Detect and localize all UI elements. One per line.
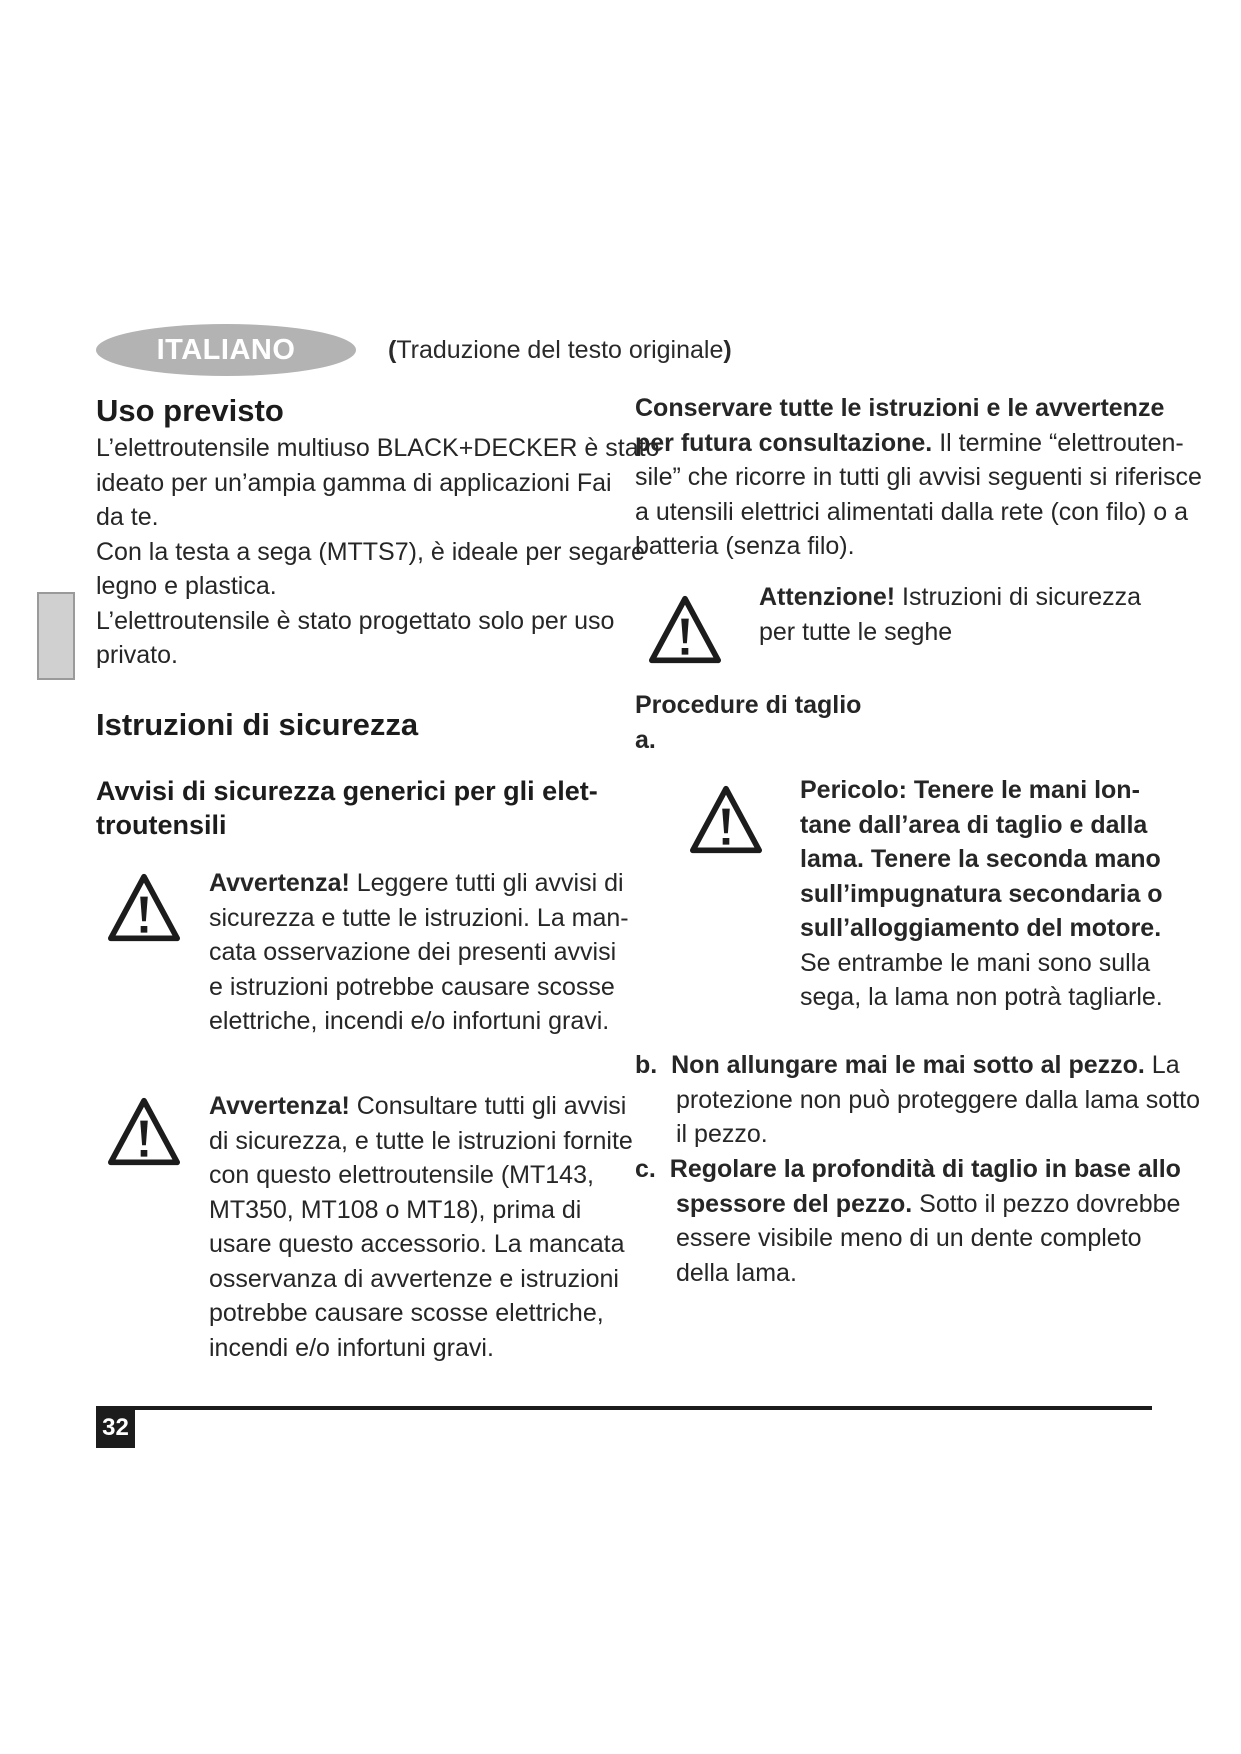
text-line bbox=[759, 580, 1141, 615]
page-number-label: 32 bbox=[102, 1414, 129, 1441]
subheading-line: Avvisi di sicurezza generici per gli elet- bbox=[96, 776, 598, 806]
conservare-text bbox=[635, 391, 1202, 564]
page-number bbox=[96, 1408, 135, 1448]
text-line: incendi e/o infortuni gravi. bbox=[209, 1333, 494, 1362]
subtitle-close-paren: ) bbox=[723, 336, 732, 364]
warning-icon bbox=[106, 1096, 182, 1168]
text-line: elettriche, incendi e/o infortuni gravi. bbox=[209, 1007, 610, 1035]
text-line: da te. bbox=[96, 503, 159, 531]
text-span: Leggere tutti gli avvisi di bbox=[349, 869, 624, 897]
list-item-b bbox=[635, 1048, 1200, 1152]
text-span: Sotto il pezzo dovrebbe bbox=[912, 1189, 1181, 1218]
text-line: sicurezza e tutte le istruzioni. La man- bbox=[209, 903, 629, 932]
language-label: ITALIANO bbox=[156, 333, 296, 366]
text-line: ideato per un’ampia gamma di applicazioni Fai bbox=[96, 468, 612, 497]
text-line: di sicurezza, e tutte le istruzioni fornite bbox=[209, 1126, 633, 1155]
procedure-heading: Procedure di taglio bbox=[635, 691, 862, 719]
text-line: MT350, MT108 o MT18), prima di bbox=[209, 1195, 582, 1224]
list-item-c bbox=[635, 1152, 1181, 1290]
item-a-label: a. bbox=[635, 725, 656, 754]
subtitle-open-paren: ( bbox=[388, 336, 397, 364]
text-line: tane dall’area di taglio e dalla bbox=[800, 810, 1148, 839]
text-line: Conservare tutte le istruzioni e le avvertenze bbox=[635, 394, 1165, 422]
uso-previsto-heading: Uso previsto bbox=[96, 393, 284, 428]
text-line: a utensili elettrici alimentati dalla rete (con filo) o a bbox=[635, 497, 1189, 526]
text-line: e istruzioni potrebbe causare scosse bbox=[209, 972, 615, 1001]
text-line: batteria (senza filo). bbox=[635, 532, 855, 560]
subheading-line: troutensili bbox=[96, 810, 227, 840]
text-line: il pezzo. bbox=[676, 1120, 768, 1148]
text-span: Consultare tutti gli avvisi bbox=[349, 1092, 627, 1120]
warning-label: Avvertenza! bbox=[209, 1092, 350, 1120]
text-line: protezione non può proteggere dalla lama sotto bbox=[676, 1085, 1200, 1114]
text-line: L’elettroutensile è stato progettato solo per uso bbox=[96, 606, 615, 635]
text-line: con questo elettroutensile (MT143, bbox=[209, 1161, 594, 1189]
warning-icon bbox=[106, 872, 182, 944]
text-line: della lama. bbox=[676, 1258, 797, 1287]
uso-previsto-text bbox=[96, 431, 659, 673]
translation-note bbox=[388, 336, 732, 365]
pericolo-text bbox=[800, 773, 1163, 1015]
subtitle-text: Traduzione del testo originale bbox=[396, 336, 724, 364]
text-line bbox=[635, 1048, 1200, 1083]
text-line: potrebbe causare scosse elettriche, bbox=[209, 1299, 604, 1327]
istruzioni-heading: Istruzioni di sicurezza bbox=[96, 707, 419, 742]
language-badge bbox=[96, 324, 356, 376]
text-span-bold: spessore del pezzo. bbox=[676, 1189, 913, 1218]
text-span-bold: per futura consultazione. bbox=[635, 428, 933, 457]
text-line: L’elettroutensile multiuso BLACK+DECKER è stato bbox=[96, 434, 660, 462]
text-span-bold: Non allungare mai le mai sotto al pezzo. bbox=[671, 1051, 1145, 1079]
footer-rule bbox=[96, 1406, 1152, 1410]
text-line: cata osservazione dei presenti avvisi bbox=[209, 938, 617, 966]
text-line: per tutte le seghe bbox=[759, 617, 953, 646]
text-line bbox=[635, 426, 1202, 461]
section-side-tab bbox=[37, 592, 75, 680]
text-line: sull’impugnatura secondaria o bbox=[800, 879, 1163, 908]
warning-1-text bbox=[209, 866, 629, 1039]
text-line: Se entrambe le mani sono sulla bbox=[800, 948, 1151, 977]
avvisi-subheading bbox=[96, 774, 598, 842]
text-line: essere visibile meno di un dente completo bbox=[676, 1224, 1142, 1252]
text-line: sile” che ricorre in tutti gli avvisi seguenti si riferisce bbox=[635, 463, 1202, 491]
text-span-bold: Regolare la profondità di taglio in base allo bbox=[669, 1155, 1181, 1183]
text-line: privato. bbox=[96, 641, 178, 669]
text-line: usare questo accessorio. La mancata bbox=[209, 1230, 625, 1258]
text-line: Con la testa a sega (MTTS7), è ideale per segare bbox=[96, 537, 645, 566]
warning-icon bbox=[647, 594, 723, 666]
text-span: Il termine “elettrouten- bbox=[932, 428, 1184, 457]
warning-label: Avvertenza! bbox=[209, 869, 350, 897]
attention-label: Attenzione! bbox=[759, 583, 896, 611]
text-line: Pericolo: Tenere le mani lon- bbox=[800, 776, 1140, 804]
text-line: sull’alloggiamento del motore. bbox=[800, 914, 1162, 942]
text-line: sega, la lama non potrà tagliarle. bbox=[800, 983, 1163, 1011]
text-line: legno e plastica. bbox=[96, 572, 277, 600]
text-line: osservanza di avvertenze e istruzioni bbox=[209, 1264, 619, 1293]
warning-icon bbox=[688, 784, 764, 856]
item-label: b. bbox=[635, 1051, 658, 1079]
warning-2-text bbox=[209, 1089, 633, 1365]
text-line bbox=[635, 1187, 1181, 1222]
procedure-heading-block bbox=[635, 688, 861, 757]
text-line: lama. Tenere la seconda mano bbox=[800, 845, 1161, 873]
attenzione-text bbox=[759, 580, 1141, 649]
text-line bbox=[209, 1089, 633, 1124]
text-span: Istruzioni di sicurezza bbox=[895, 583, 1142, 611]
text-line bbox=[635, 1152, 1181, 1187]
text-line bbox=[209, 866, 629, 901]
item-label: c. bbox=[635, 1155, 656, 1183]
text-span: La bbox=[1144, 1051, 1180, 1079]
